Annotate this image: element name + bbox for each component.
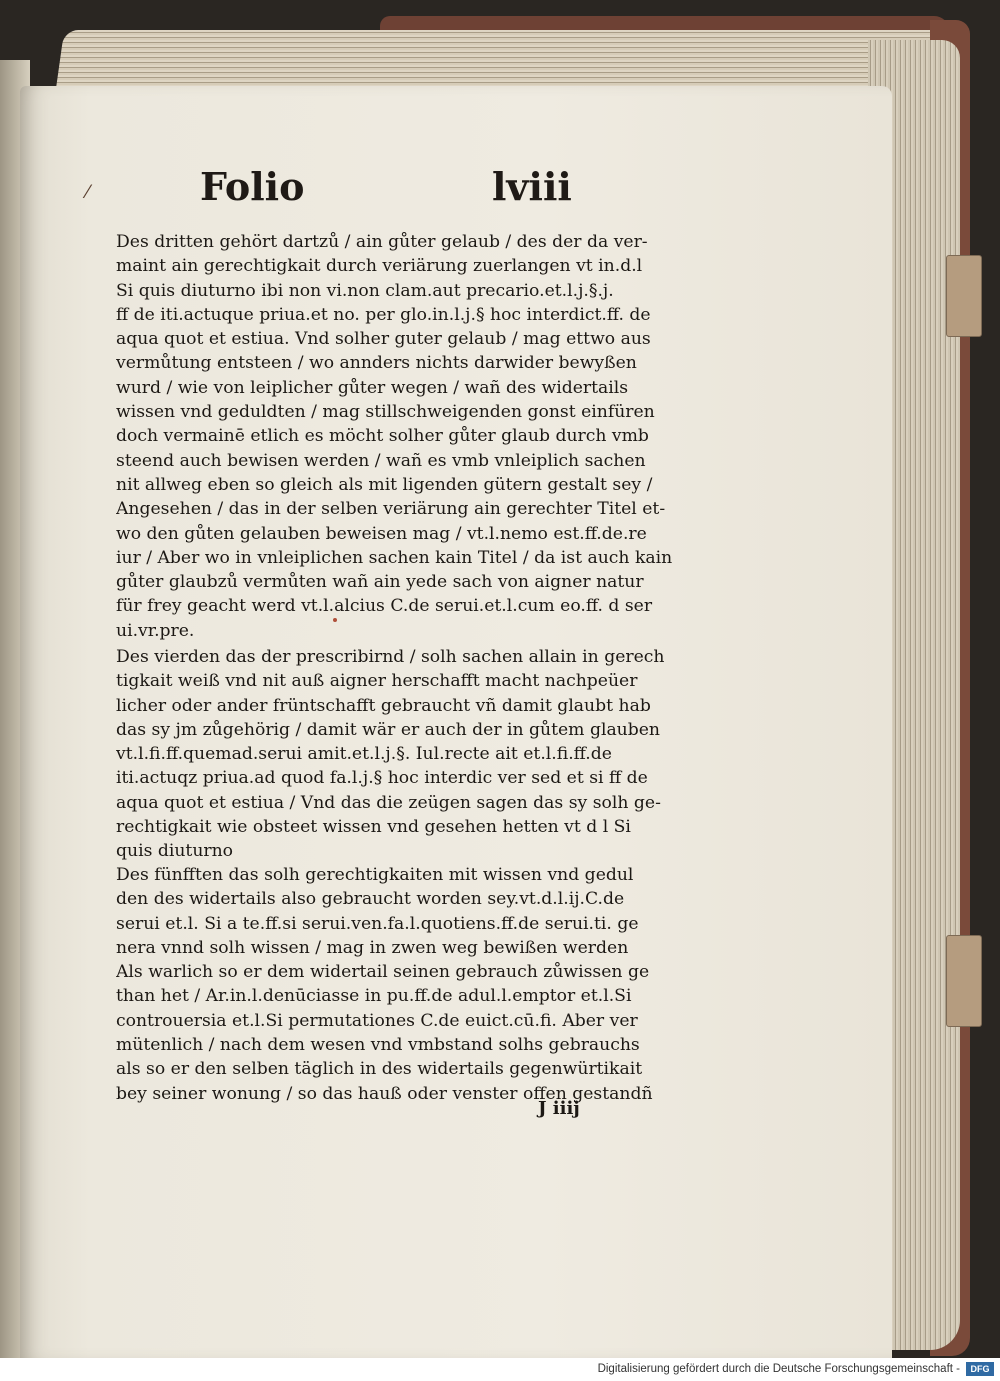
text-line: Des fünfften das solh gerechtigkaiten mit wissen vnd gedul (116, 865, 634, 885)
text-line: doch vermainē etlich es möcht solher gůter glaub durch vmb (116, 426, 649, 447)
footer-bar (0, 1358, 1000, 1381)
text-line: vt.l.fi.ff.quemad.serui amit.et.l.j.§. Iul.recte ait et.l.fi.ff.de (116, 744, 612, 765)
text-line: iti.actuqz priua.ad quod fa.l.j.§ hoc interdic ver sed et si ff de (116, 768, 648, 789)
text-line: Si quis diuturno ibi non vi.non clam.aut precario.et.l.j.§.j. (116, 280, 614, 301)
text-line: nera vnnd solh wissen / mag in zwen weg bewißen werden (116, 937, 629, 958)
ink-mark: ⁄ (86, 182, 90, 203)
paragraph-2 (116, 645, 664, 864)
dfg-logo: DFG (966, 1362, 994, 1376)
text-line: bey seiner wonung / so das hauß oder venster offen gestandñ (116, 1083, 653, 1104)
text-line: steend auch bewisen werden / wañ es vmb vnleiplich sachen (116, 450, 646, 471)
footer-credit: Digitalisierung gefördert durch die Deutsche Forschungsgemeinschaft - (597, 1363, 960, 1375)
text-line: rechtigkait wie obsteet wissen vnd gesehen hetten vt d l Si (116, 817, 631, 838)
text-line: wissen vnd geduldten / mag stillschweigenden gonst einfüren (116, 402, 655, 423)
text-line: aqua quot et estiua / Vnd das die zeügen sagen das sy solh ge- (116, 792, 661, 813)
page-stack-top-edge (56, 30, 944, 90)
folio-label: Folio (200, 164, 305, 209)
text-line: licher oder ander früntschafft gebraucht vñ damit glaubt hab (116, 695, 651, 716)
text-line: Als warlich so er dem widertail seinen gebrauch zůwissen ge (116, 962, 650, 983)
signature-mark: J iiij (538, 1098, 580, 1119)
text-line: nit allweg eben so gleich als mit ligenden gütern gestalt sey / (116, 474, 653, 495)
text-line: vermůtung entsteen / wo annders nichts darwider bewyßen (116, 353, 637, 374)
text-line: Des dritten gehört dartzů / ain gůter gelaub / des der da ver- (116, 232, 648, 252)
text-line: für frey geacht werd vt.l.alcius C.de serui.et.l.cum eo.ff. d ser (116, 596, 653, 617)
paragraph-3 (116, 863, 653, 1106)
ink-dot (333, 618, 337, 622)
text-line: quis diuturno (116, 841, 234, 862)
text-line: aqua quot et estiua. Vnd solher guter gelaub / mag ettwo aus (116, 329, 651, 350)
text-line: wo den gůten gelauben beweisen mag / vt.l.nemo est.ff.de.re (116, 523, 647, 544)
page-header (200, 160, 580, 220)
paragraph-1 (116, 230, 672, 643)
text-line: gůter glaubzů vermůten wañ ain yede sach von aigner natur (116, 572, 644, 593)
text-line: Des vierden das der prescribirnd / solh sachen allain in gerech (116, 647, 665, 667)
text-line: als so er den selben täglich in des widertails gegenwürtikait (116, 1059, 643, 1080)
text-line: tigkait weiß vnd nit auß aigner herschafft macht nachpeüer (116, 671, 638, 692)
text-line: ff de iti.actuque priua.et no. per glo.in.l.j.§ hoc interdict.ff. de (116, 304, 651, 325)
folio-number: lviii (492, 164, 572, 209)
text-line: wurd / wie von leiplicher gůter wegen / wañ des widertails (116, 377, 629, 398)
text-line: den des widertails also gebraucht worden sey.vt.d.l.ij.C.de (116, 889, 625, 910)
text-line: controuersia et.l.Si permutationes C.de euict.cū.fi. Aber ver (116, 1010, 638, 1031)
text-line: ui.vr.pre. (116, 620, 195, 641)
text-line: mütenlich / nach dem wesen vnd vmbstand solhs gebrauchs (116, 1035, 640, 1056)
text-line: than het / Ar.in.l.denūciasse in pu.ff.de adul.l.emptor et.l.Si (116, 986, 632, 1007)
text-line: Angesehen / das in der selben veriärung ain gerechter Titel et- (116, 499, 666, 520)
text-line: serui et.l. Si a te.ff.si serui.ven.fa.l.quotiens.ff.de serui.ti. ge (116, 913, 639, 934)
text-line: iur / Aber wo in vnleiplichen sachen kain Titel / da ist auch kain (116, 547, 673, 568)
text-line: maint ain gerechtigkait durch veriärung zuerlangen vt in.d.l (116, 256, 643, 277)
page-tab-marker (946, 935, 982, 1027)
page-tab-marker (946, 255, 982, 337)
text-line: das sy jm zůgehörig / damit wär er auch der in gůtem glauben (116, 719, 660, 740)
